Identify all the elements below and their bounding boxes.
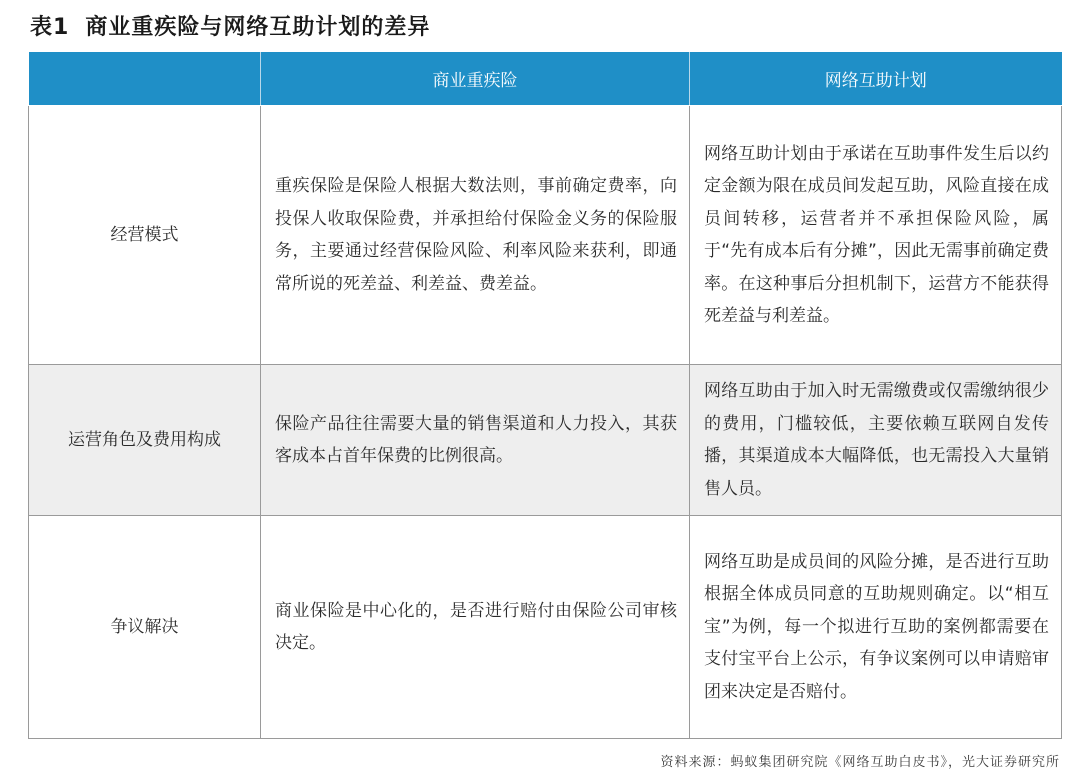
row-label: 运营角色及费用构成	[29, 365, 261, 516]
table-title-text: 商业重疾险与网络互助计划的差异	[85, 15, 431, 40]
cell-insurance: 保险产品往往需要大量的销售渠道和人力投入，其获客成本占首年保费的比例很高。	[261, 365, 690, 516]
row-label: 争议解决	[29, 516, 261, 739]
cell-insurance: 重疾保险是保险人根据大数法则，事前确定费率，向投保人收取保险费，并承担给付保险金义务的保险服务，主要通过经营保险风险、利率风险来获利，即通常所说的死差益、利差益、费差益。	[261, 106, 690, 365]
header-commercial-insurance: 商业重疾险	[261, 52, 690, 106]
table-header-row	[29, 52, 1062, 106]
header-corner	[29, 52, 261, 106]
table-row-dispute-resolution	[29, 516, 1062, 739]
cell-mutual: 网络互助计划由于承诺在互助事件发生后以约定金额为限在成员间发起互助，风险直接在成员间转移，运营者并不承担保险风险，属于“先有成本后有分摊”，因此无需事前确定费率。在这种事后分担机制下，运营方不能获得死差益与利差益。	[690, 106, 1062, 365]
table-title	[30, 10, 430, 41]
cell-insurance: 商业保险是中心化的，是否进行赔付由保险公司审核决定。	[261, 516, 690, 739]
table-row-business-model	[29, 106, 1062, 365]
cell-mutual: 网络互助是成员间的风险分摊，是否进行互助根据全体成员同意的互助规则确定。以“相互宝”为例，每一个拟进行互助的案例都需要在支付宝平台上公示，有争议案例可以申请赔审团来决定是否赔付。	[690, 516, 1062, 739]
comparison-table	[28, 52, 1062, 739]
source-note: 资料来源：蚂蚁集团研究院《网络互助白皮书》，光大证券研究所	[660, 755, 1060, 770]
cell-mutual: 网络互助由于加入时无需缴费或仅需缴纳很少的费用，门槛较低，主要依赖互联网自发传播，其渠道成本大幅降低，也无需投入大量销售人员。	[690, 365, 1062, 516]
table-row-operating-role	[29, 365, 1062, 516]
row-label: 经营模式	[29, 106, 261, 365]
header-online-mutual-aid: 网络互助计划	[690, 52, 1062, 106]
table-number: 表1	[30, 15, 70, 40]
